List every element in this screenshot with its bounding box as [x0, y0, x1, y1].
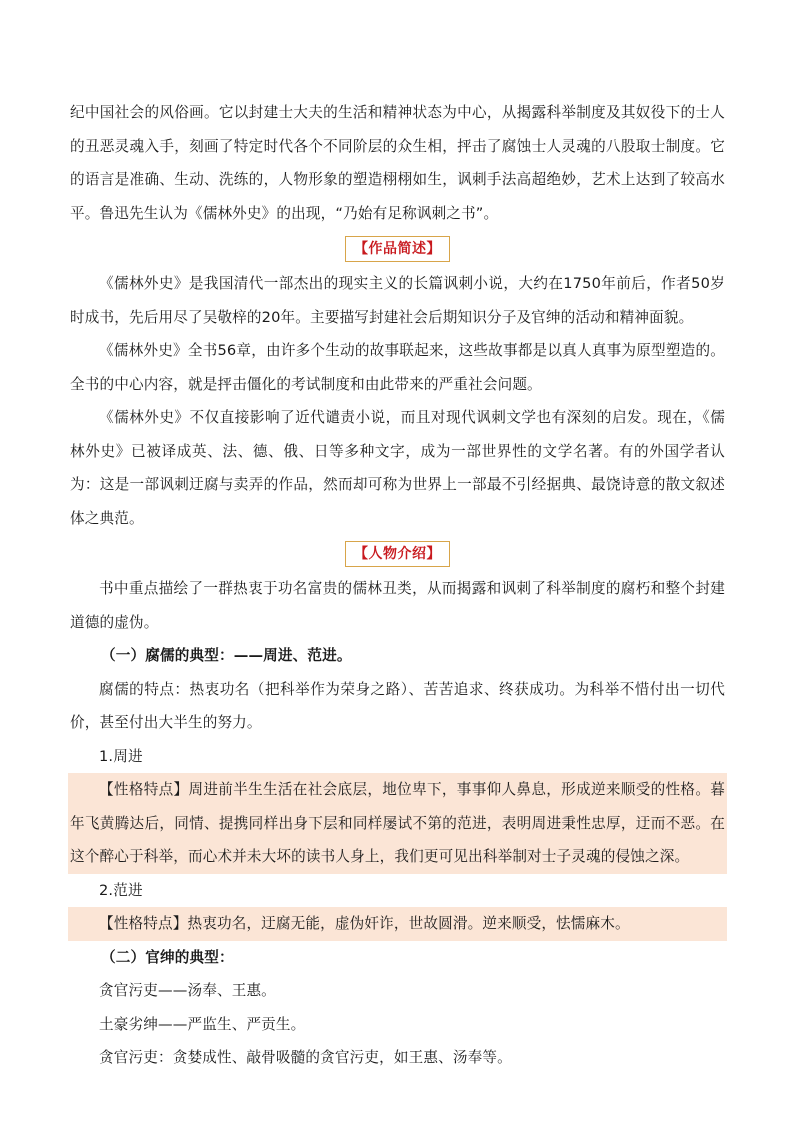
- summary-paragraph-3: 《儒林外史》不仅直接影响了近代谴责小说，而且对现代讽刺文学也有深刻的启发。现在，《儒林外史》已被译成英、法、德、俄、日等多种文字，成为一部世界性的文学名著。有的外国学者认为：这是一部讽刺迂腐与卖弄的作品，然而却可称为世界上一部最不引经据典、最饶诗意的散文叙述体之典范。: [70, 409, 725, 527]
- officials-line-3: 贪官污吏：贪婪成性、敲骨吸髓的贪官污吏，如王惠、汤奉等。: [99, 1049, 512, 1066]
- trait-block-zhoujin: 【性格特点】周进前半生生活在社会底层，地位卑下，事事仰人鼻息，形成逆来顺受的性格。暮年飞黄腾达后，同情、提携同样出身下层和同样屡试不第的范进，表明周进秉性忠厚，迂而不恶。在这个醉心于科举，而心术并未大坏的读书人身上，我们更可见出科举制对士子灵魂的侵蚀之深。: [68, 773, 727, 874]
- trait-block-fanjin: 【性格特点】热衷功名，迂腐无能，虚伪奸诈，世故圆滑。逆来顺受，怯懦麻木。: [68, 907, 727, 941]
- section-heading-wrap: [70, 537, 725, 570]
- characters-intro: 书中重点描绘了一群热衷于功名富贵的儒林丑类，从而揭露和讽刺了科举制度的腐朽和整个封建道德的虚伪。: [70, 580, 725, 631]
- summary-paragraph-2: 《儒林外史》全书56章，由许多个生动的故事联起来，这些故事都是以真人真事为原型塑造的。全书的中心内容，就是抨击僵化的考试制度和由此带来的严重社会问题。: [70, 342, 725, 393]
- officials-line-2: 土豪劣绅——严监生、严贡生。: [99, 1015, 306, 1033]
- document-body: [70, 96, 725, 1075]
- character-title-fanjin: 2.范进: [99, 881, 143, 899]
- summary-paragraph-1: 《儒林外史》是我国清代一部杰出的现实主义的长篇讽刺小说，大约在1750年前后，作者50岁时成书，先后用尽了吴敬梓的20年。主要描写封建社会后期知识分子及官绅的活动和精神面貌。: [70, 275, 725, 326]
- pedant-description: 腐儒的特点：热衷功名（把科举作为荣身之路）、苦苦追求、终获成功。为科举不惜付出一切代价，甚至付出大半生的努力。: [70, 680, 725, 731]
- subsection-title-officials: （二）官绅的典型：: [101, 948, 234, 966]
- section-heading-characters: 【人物介绍】: [345, 541, 450, 567]
- section-heading-wrap: [70, 232, 725, 265]
- character-title-zhoujin: 1.周进: [99, 747, 143, 765]
- intro-paragraph: 纪中国社会的风俗画。它以封建士大夫的生活和精神状态为中心，从揭露科举制度及其奴役下的士人的丑恶灵魂入手，刻画了特定时代各个不同阶层的众生相，抨击了腐蚀士人灵魂的八股取士制度。它的语言是准确、生动、洗练的，人物形象的塑造栩栩如生，讽刺手法高超绝妙，艺术上达到了较高水平。鲁迅先生认为《儒林外史》的出现，“乃始有足称讽刺之书”。: [70, 104, 725, 222]
- officials-line-1: 贪官污吏——汤奉、王惠。: [99, 982, 276, 999]
- subsection-title-pedant: （一）腐儒的典型：——周进、范进。: [101, 647, 352, 664]
- section-heading-summary: 【作品简述】: [345, 236, 450, 262]
